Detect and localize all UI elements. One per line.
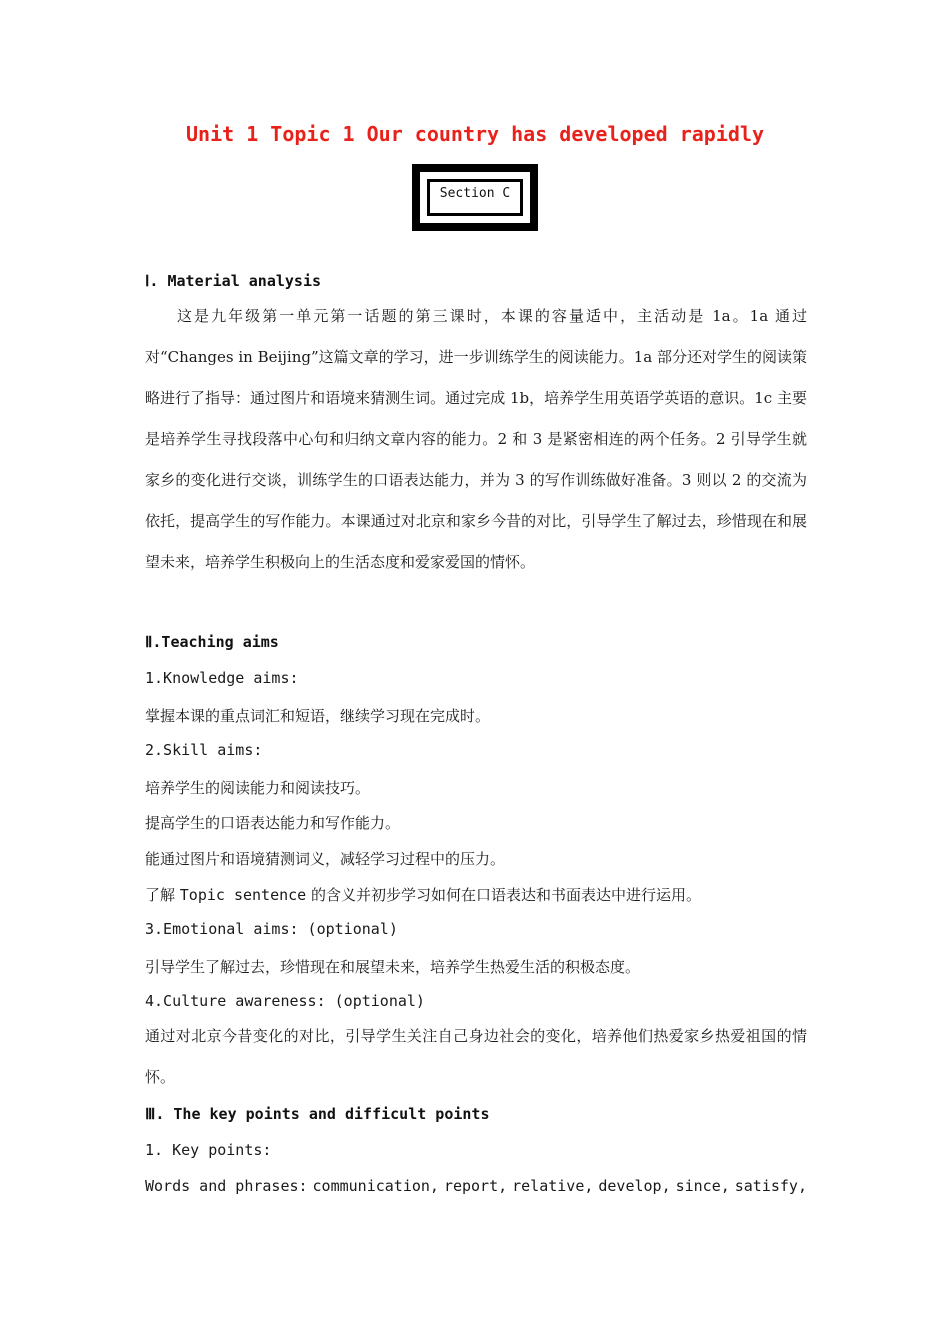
heading-teaching-aims: Ⅱ.Teaching aims <box>145 633 279 651</box>
word-item: since, <box>675 1177 730 1195</box>
material-analysis-paragraph: 这是九年级第一单元第一话题的第三课时，本课的容量适中，主活动是 1a。1a 通过对“Changes in Beijing”这篇文章的学习，进一步训练学生的阅读能力。1a 部分还对学生的阅读策略进行了指导：通过图片和语境来猜测生词。通过完成 1b，培养学生用英语学英语的意识。1c 主要是培养学生寻找段落中心句和归纳文章内容的能力。2 和 3 是紧密相连的两个任务。2 引导学生就家乡的变化进行交谈，训练学生的口语表达能力，并为 3 的写作训练做好准备。3 则以 2 的交流为依托，提高学生的写作能力。本课通过对北京和家乡今昔的对比，引导学生了解过去，珍惜现在和展望未来，培养学生积极向上的生活态度和爱家爱国的情怀。 <box>145 307 807 571</box>
skill-aim-1: 培养学生的阅读能力和阅读技巧。 <box>145 779 371 797</box>
skill-aims-label: 2.Skill aims: <box>145 741 263 759</box>
knowledge-aims-label: 1.Knowledge aims: <box>145 669 299 687</box>
document-title: Unit 1 Topic 1 Our country has developed rapidly <box>186 122 764 146</box>
skill-aim-4 <box>145 884 807 905</box>
skill-aim-4-topic-sentence: Topic sentence <box>179 886 307 904</box>
culture-awareness-label: 4.Culture awareness: (optional) <box>145 992 425 1010</box>
skill-aim-3: 能通过图片和语境猜测词义，减轻学习过程中的压力。 <box>145 850 506 868</box>
word-item: relative, <box>512 1177 594 1195</box>
skill-aim-4-part-c: 的含义并初步学习如何在口语表达和书面表达中进行运用。 <box>306 886 701 904</box>
word-item: develop, <box>598 1177 671 1195</box>
section-label: Section C <box>430 182 520 213</box>
section-label-box <box>412 164 538 231</box>
culture-awareness-1: 通过对北京今昔变化的对比，引导学生关注自己身边社会的变化，培养他们热爱家乡热爱祖国的情怀。 <box>145 1027 807 1086</box>
words-and-phrases-line <box>145 1177 807 1195</box>
word-item: report, <box>443 1177 508 1195</box>
emotional-aim-1: 引导学生了解过去，珍惜现在和展望未来，培养学生热爱生活的积极态度。 <box>145 958 641 976</box>
skill-aim-2: 提高学生的口语表达能力和写作能力。 <box>145 814 401 832</box>
heading-material-analysis: Ⅰ. Material analysis <box>145 272 322 290</box>
words-and-phrases-label: Words and phrases: <box>145 1177 308 1195</box>
emotional-aims-label: 3.Emotional aims: (optional) <box>145 920 398 938</box>
knowledge-aim-1: 掌握本课的重点词汇和短语，继续学习现在完成时。 <box>145 707 491 725</box>
heading-key-points: Ⅲ. The key points and difficult points <box>145 1105 490 1123</box>
skill-aim-4-part-a: 了解 <box>145 886 180 904</box>
word-item: communication, <box>312 1177 439 1195</box>
word-item: satisfy, <box>734 1177 807 1195</box>
key-points-label: 1. Key points: <box>145 1141 272 1159</box>
